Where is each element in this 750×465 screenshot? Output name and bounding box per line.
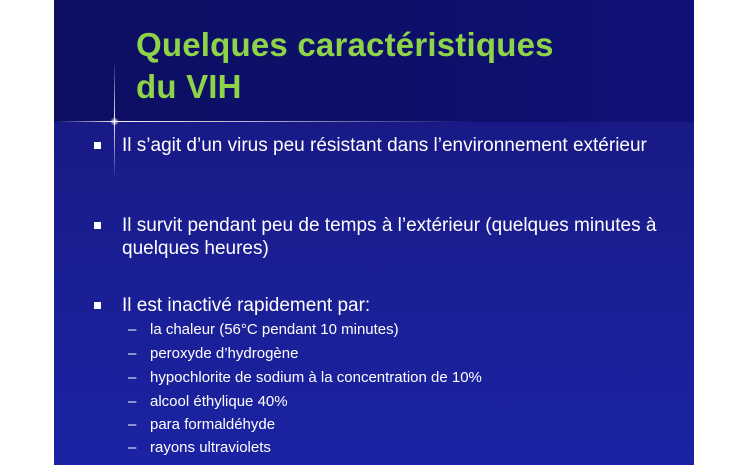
slide-title-line-2: du VIH	[136, 68, 242, 105]
bullet-text: Il s’agit d’un virus peu résistant dans l’environnement extérieur	[122, 135, 647, 156]
slide	[54, 0, 694, 465]
slide-title-line-1: Quelques caractéristiques	[136, 26, 554, 63]
dash-marker: –	[128, 321, 137, 338]
bullet-square-icon	[94, 302, 101, 309]
dash-marker: –	[128, 416, 137, 433]
sub-item-text: rayons ultraviolets	[150, 439, 271, 456]
sub-item-text: la chaleur (56°C pendant 10 minutes)	[150, 321, 399, 338]
dash-marker: –	[128, 439, 137, 456]
bullet-text: Il survit pendant peu de temps à l’extérieur (quelques minutes à quelques heures)	[122, 215, 657, 259]
dash-marker: –	[128, 345, 137, 362]
dash-marker: –	[128, 393, 137, 410]
sub-item-text: peroxyde d’hydrogène	[150, 345, 299, 362]
sub-item-text: para formaldéhyde	[150, 416, 276, 433]
sub-item-text: hypochlorite de sodium à la concentration de 10%	[150, 369, 482, 386]
bullet-square-icon	[94, 142, 101, 149]
bullet-square-icon	[94, 222, 101, 229]
dash-marker: –	[128, 369, 137, 386]
bullet-text: Il est inactivé rapidement par:	[122, 295, 371, 316]
sub-item-text: alcool éthylique 40%	[150, 393, 288, 410]
slide-body	[54, 0, 694, 465]
